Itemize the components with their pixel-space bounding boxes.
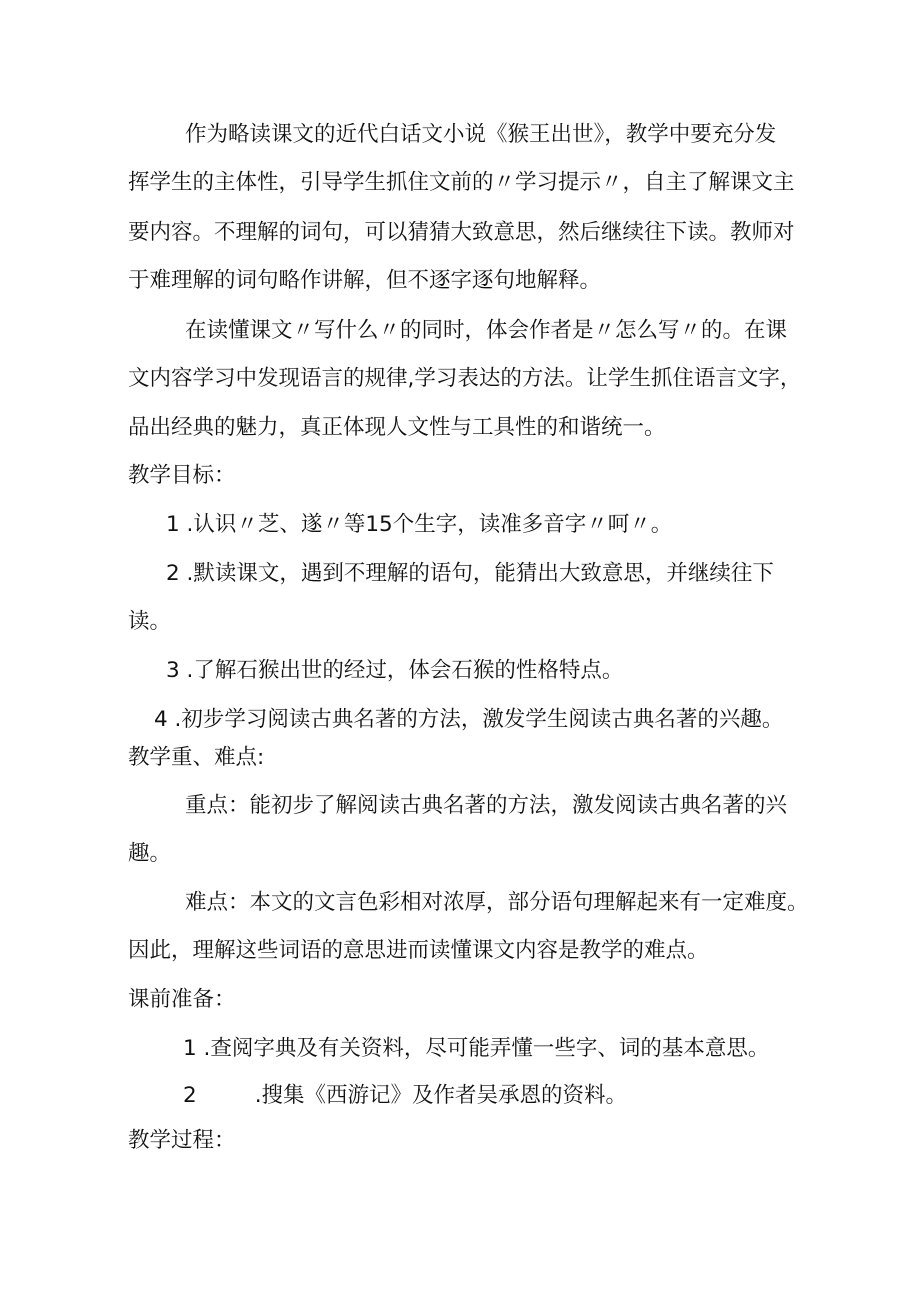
intro-paragraph-2-line-2: 文内容学习中发现语言的规律,学习表达的方法。让学生抓住语言文字， xyxy=(128,366,802,391)
difficult-point-line-2: 因此，理解这些词语的意思进而读懂课文内容是教学的难点。 xyxy=(128,938,709,963)
preparation-item-2-text: .搜集《西游记》及作者吴承恩的资料。 xyxy=(254,1083,628,1108)
key-points-heading: 教学重、难点: xyxy=(128,745,265,770)
intro-paragraph-1-line-2: 挥学生的主体性，引导学生抓住文前的〃学习提示〃，自主了解课文主 xyxy=(128,170,795,195)
objective-item-1: 1 .认识〃芝、遂〃等15个生字，读准多音字〃呵〃。 xyxy=(166,512,673,537)
preparation-item-1: 1 .查阅字典及有关资料，尽可能弄懂一些字、词的基本意思。 xyxy=(183,1036,770,1061)
preparation-heading: 课前准备： xyxy=(128,987,236,1012)
key-point-line-2: 趣。 xyxy=(128,841,172,866)
objectives-heading: 教学目标： xyxy=(128,463,236,488)
objective-item-2-line-2: 读。 xyxy=(128,609,172,634)
objective-item-3: 3 .了解石猴出世的经过，体会石猴的性格特点。 xyxy=(166,658,624,683)
preparation-item-2 xyxy=(183,1081,627,1111)
intro-paragraph-2-line-3: 品出经典的魅力，真正体现人文性与工具性的和谐统一。 xyxy=(128,415,666,440)
preparation-item-2-number: 2 xyxy=(183,1083,197,1108)
objective-item-4: 4 .初步学习阅读古典名著的方法，激发学生阅读古典名著的兴趣。 xyxy=(154,707,784,732)
process-heading: 教学过程： xyxy=(128,1128,236,1153)
intro-paragraph-2-line-1: 在读懂课文〃写什么〃的同时，体会作者是〃怎么写〃的。在课 xyxy=(185,318,788,343)
key-point-line-1: 重点：能初步了解阅读古典名著的方法，激发阅读古典名著的兴 xyxy=(185,793,788,818)
difficult-point-line-1: 难点：本文的文言色彩相对浓厚，部分语句理解起来有一定难度。 xyxy=(185,890,809,915)
intro-paragraph-1-line-3: 要内容。不理解的词句，可以猜猜大致意思，然后继续往下读。教师对 xyxy=(128,220,795,245)
objective-item-2-line-1: 2 .默读课文，遇到不理解的语句，能猜出大致意思，并继续往下 xyxy=(166,561,774,586)
intro-paragraph-1-line-1: 作为略读课文的近代白话文小说《猴王出世》，教学中要充分发 xyxy=(185,122,777,147)
intro-paragraph-1-line-4: 于难理解的词句略作讲解，但不逐字逐句地解释。 xyxy=(128,268,602,293)
